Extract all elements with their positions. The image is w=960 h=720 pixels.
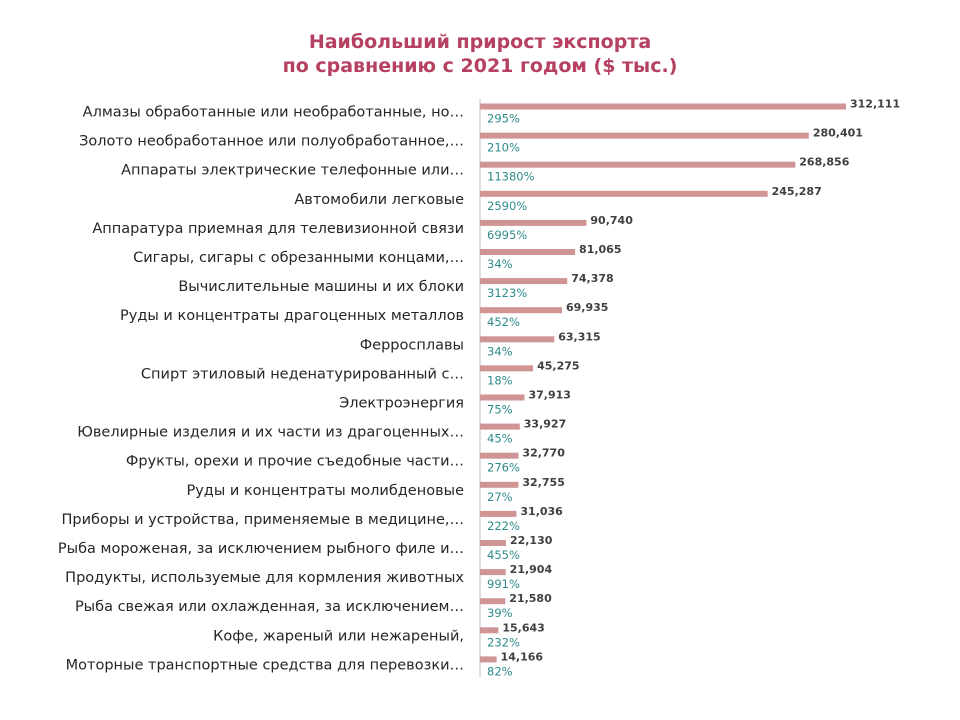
category-label: Золото необработанное или полуобработанное,… xyxy=(79,133,464,150)
bar-7 xyxy=(480,278,567,284)
growth-label: 27% xyxy=(487,489,513,504)
value-label: 22,130 xyxy=(509,534,553,547)
value-label: 31,036 xyxy=(520,504,563,518)
category-label: Рыба мороженая, за исключением рыбного филе и… xyxy=(57,541,464,557)
value-label: 32,770 xyxy=(522,446,565,460)
value-label: 33,927 xyxy=(523,417,567,431)
value-label: 15,643 xyxy=(502,621,545,635)
value-label: 45,275 xyxy=(537,359,580,373)
bar-12 xyxy=(480,424,520,430)
category-label: Алмазы обработанные или необработанные, но… xyxy=(82,104,464,121)
growth-label: 18% xyxy=(487,373,513,388)
value-label: 37,913 xyxy=(528,388,571,402)
category-label: Электроэнергия xyxy=(339,395,464,412)
category-label: Моторные транспортные средства для перевозки… xyxy=(65,657,464,674)
value-label: 74,378 xyxy=(571,272,614,286)
value-label: 63,315 xyxy=(558,330,601,344)
category-label: Сигары, сигары с обрезанными концами,… xyxy=(133,250,464,266)
bar-19 xyxy=(480,627,498,633)
growth-label: 455% xyxy=(487,548,520,562)
bar-1 xyxy=(480,104,846,110)
category-label: Ювелирные изделия и их части из драгоценных… xyxy=(77,424,464,441)
value-label: 312,111 xyxy=(850,97,901,111)
growth-label: 991% xyxy=(487,577,520,592)
chart-title-line-1: Наибольший прирост экспорта xyxy=(308,31,652,53)
bar-20 xyxy=(480,656,497,662)
category-label: Спирт этиловый неденатурированный с… xyxy=(140,366,464,383)
growth-label: 232% xyxy=(487,635,520,650)
growth-label: 2590% xyxy=(487,198,528,213)
bar-16 xyxy=(480,540,506,546)
value-label: 245,287 xyxy=(771,184,822,198)
growth-label: 11380% xyxy=(487,169,535,184)
value-label: 14,166 xyxy=(500,650,544,664)
bar-10 xyxy=(480,365,533,371)
growth-label: 45% xyxy=(487,431,513,446)
bar-9 xyxy=(480,336,554,342)
growth-label: 452% xyxy=(487,315,520,330)
bar-18 xyxy=(480,598,505,604)
value-label: 32,755 xyxy=(522,475,565,489)
growth-label: 34% xyxy=(487,257,513,271)
category-label: Автомобили легковые xyxy=(294,191,464,208)
value-label: 268,856 xyxy=(799,155,850,169)
category-label: Продукты, используемые для кормления животных xyxy=(65,570,464,587)
growth-label: 295% xyxy=(487,111,520,126)
value-label: 280,401 xyxy=(812,126,863,140)
category-label: Фрукты, орехи и прочие съедобные части… xyxy=(125,453,464,470)
value-label: 81,065 xyxy=(579,243,622,256)
growth-label: 222% xyxy=(487,518,520,533)
bar-14 xyxy=(480,482,518,488)
growth-label: 34% xyxy=(487,344,513,359)
growth-label: 82% xyxy=(487,664,513,679)
value-label: 21,904 xyxy=(509,563,553,577)
value-label: 21,580 xyxy=(509,592,552,606)
growth-label: 210% xyxy=(487,140,520,155)
category-label: Рыба свежая или охлажденная, за исключением… xyxy=(74,599,464,616)
growth-label: 276% xyxy=(487,460,520,475)
value-label: 90,740 xyxy=(590,213,633,227)
bar-5 xyxy=(480,220,586,226)
growth-label: 75% xyxy=(487,402,513,417)
category-label: Аппараты электрические телефонные или… xyxy=(121,162,464,179)
bar-15 xyxy=(480,511,516,517)
bar-17 xyxy=(480,569,506,575)
category-label: Приборы и устройства, применяемые в медицине,… xyxy=(61,511,464,528)
bar-6 xyxy=(480,249,575,255)
growth-label: 3123% xyxy=(487,286,528,301)
bar-4 xyxy=(480,191,768,197)
growth-label: 6995% xyxy=(487,227,528,242)
bar-8 xyxy=(480,307,562,313)
bar-3 xyxy=(480,162,795,168)
category-label: Аппаратура приемная для телевизионной связи xyxy=(92,220,464,237)
bar-11 xyxy=(480,395,524,401)
category-label: Ферросплавы xyxy=(359,337,464,354)
value-label: 69,935 xyxy=(566,301,609,315)
bar-2 xyxy=(480,133,809,139)
growth-label: 39% xyxy=(487,606,513,621)
bar-13 xyxy=(480,453,518,459)
category-label: Руды и концентраты драгоценных металлов xyxy=(120,308,464,325)
chart-title-line-2: по сравнению с 2021 годом ($ тыс.) xyxy=(282,55,678,77)
category-label: Руды и концентраты молибденовые xyxy=(186,482,464,499)
category-label: Вычислительные машины и их блоки xyxy=(178,279,464,296)
category-label: Кофе, жареный или нежареный, xyxy=(213,628,464,645)
